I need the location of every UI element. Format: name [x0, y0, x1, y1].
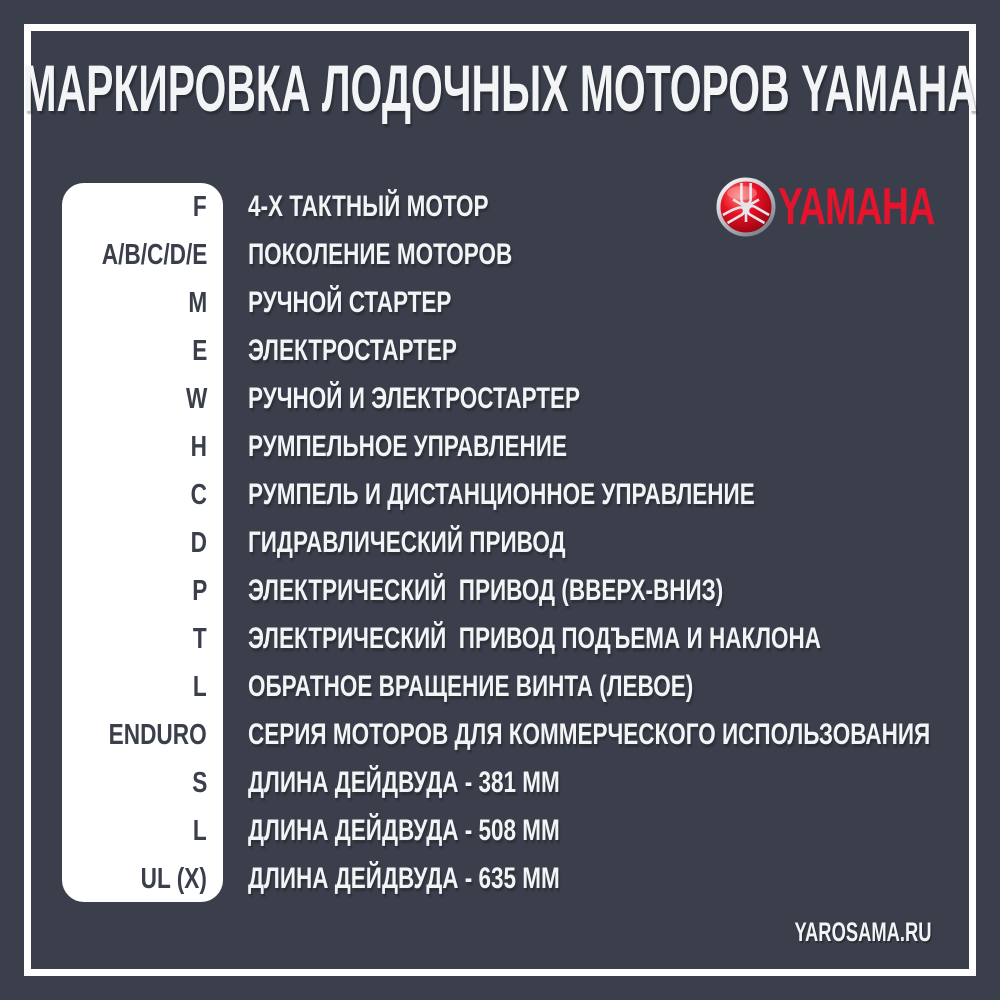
table-row [62, 519, 962, 567]
site-watermark: YAROSAMA.RU [794, 917, 932, 947]
code-cell: L [193, 814, 207, 847]
code-cell: H [190, 430, 207, 463]
code-cell: E [191, 334, 207, 367]
table-row [62, 375, 962, 423]
table-row [62, 615, 962, 663]
table-row [62, 178, 962, 236]
description-cell: ЭЛЕКТРИЧЕСКИЙ ПРИВОД ПОДЪЕМА И НАКЛОНА [248, 622, 821, 655]
table-rows [62, 178, 962, 903]
description-cell: ГИДРАВЛИЧЕСКИЙ ПРИВОД [248, 526, 566, 559]
page-title: МАРКИРОВКА ЛОДОЧНЫХ МОТОРОВ YAMAHA [22, 51, 978, 125]
description-cell: ЭЛЕКТРИЧЕСКИЙ ПРИВОД (ВВЕРХ-ВНИЗ) [248, 574, 724, 607]
table-row [62, 807, 962, 855]
description-cell: РУЧНОЙ СТАРТЕР [248, 286, 452, 319]
code-cell: M [188, 286, 207, 319]
code-cell: P [191, 574, 207, 607]
description-cell: РУЧНОЙ И ЭЛЕКТРОСТАРТЕР [248, 382, 581, 415]
table-row [62, 471, 962, 519]
code-cell: ENDURO [108, 718, 207, 751]
code-cell: F [193, 190, 207, 223]
code-cell: S [191, 766, 207, 799]
description-cell: ПОКОЛЕНИЕ МОТОРОВ [248, 238, 513, 271]
code-cell: T [193, 622, 207, 655]
description-cell: ДЛИНА ДЕЙДВУДА - 381 ММ [248, 766, 560, 799]
marking-table [62, 178, 962, 903]
table-row [62, 327, 962, 375]
description-cell: 4-Х ТАКТНЫЙ МОТОР [248, 190, 489, 223]
description-cell: ОБРАТНОЕ ВРАЩЕНИЕ ВИНТА (ЛЕВОЕ) [248, 670, 694, 703]
code-cell: L [193, 670, 207, 703]
code-cell: W [185, 382, 207, 415]
description-cell: РУМПЕЛЬ И ДИСТАНЦИОННОЕ УПРАВЛЕНИЕ [248, 478, 755, 511]
description-cell: ДЛИНА ДЕЙДВУДА - 635 ММ [248, 862, 560, 895]
description-cell: СЕРИЯ МОТОРОВ ДЛЯ КОММЕРЧЕСКОГО ИСПОЛЬЗОВАНИЯ [248, 718, 931, 751]
code-cell: UL (X) [140, 862, 207, 895]
page-title-wrap [22, 51, 978, 125]
table-row [62, 663, 962, 711]
description-cell: ДЛИНА ДЕЙДВУДА - 508 ММ [248, 814, 560, 847]
yamaha-logo-text: YAMAHA [778, 178, 935, 236]
table-row [62, 231, 962, 279]
table-row [62, 759, 962, 807]
table-row [62, 711, 962, 759]
table-row [62, 567, 962, 615]
table-row [62, 855, 962, 903]
code-cell: A/B/C/D/E [101, 238, 207, 271]
description-cell: РУМПЕЛЬНОЕ УПРАВЛЕНИЕ [248, 430, 567, 463]
table-row [62, 423, 962, 471]
table-row [62, 279, 962, 327]
code-cell: C [190, 478, 207, 511]
description-cell: ЭЛЕКТРОСТАРТЕР [248, 334, 457, 367]
code-cell: D [190, 526, 207, 559]
